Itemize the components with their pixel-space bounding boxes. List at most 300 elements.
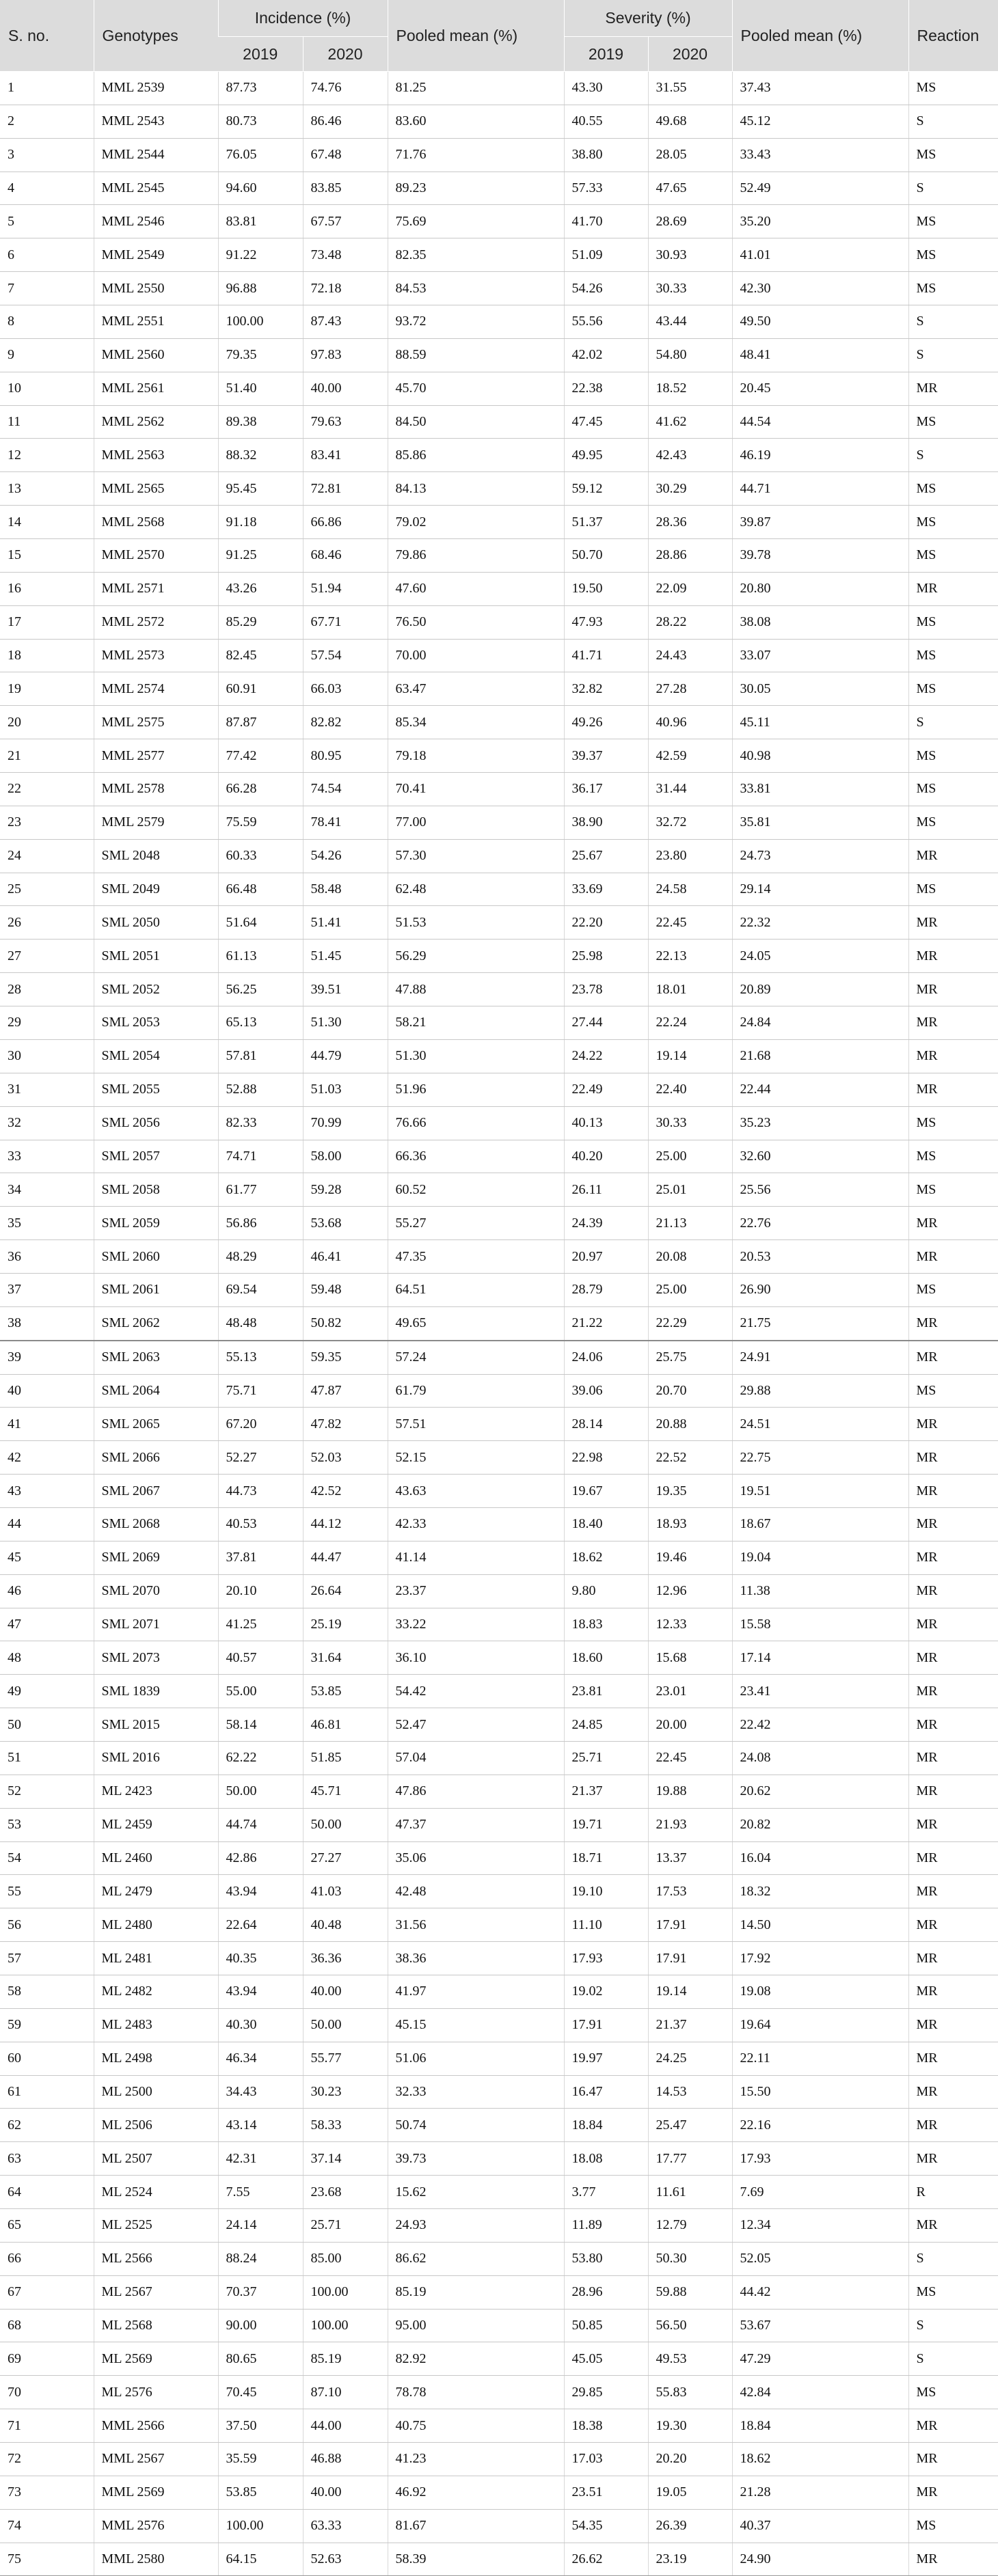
table-row	[0, 439, 998, 472]
cell-severity-2020: 30.93	[648, 238, 732, 272]
cell-incidence-pooled: 36.10	[388, 1641, 564, 1675]
cell-severity-2020: 12.33	[648, 1608, 732, 1641]
header-severity-2019: 2019	[564, 37, 648, 72]
cell-incidence-2019: 61.13	[218, 940, 303, 973]
cell-severity-2019: 22.38	[564, 372, 648, 405]
cell-incidence-pooled: 51.30	[388, 1039, 564, 1073]
cell-sno: 33	[0, 1140, 94, 1173]
table-row	[0, 940, 998, 973]
cell-sno: 62	[0, 2109, 94, 2142]
cell-incidence-2019: 88.24	[218, 2242, 303, 2275]
cell-genotype: MML 2546	[94, 205, 218, 238]
cell-severity-2020: 43.44	[648, 305, 732, 339]
cell-severity-2020: 30.33	[648, 1106, 732, 1140]
cell-severity-2019: 18.38	[564, 2409, 648, 2443]
cell-incidence-2020: 44.47	[303, 1541, 388, 1574]
cell-severity-pooled: 39.78	[732, 539, 908, 573]
cell-severity-pooled: 22.11	[732, 2042, 908, 2075]
table-row	[0, 1574, 998, 1608]
cell-incidence-2019: 43.94	[218, 1975, 303, 2008]
cell-genotype: MML 2576	[94, 2509, 218, 2543]
cell-incidence-2019: 42.31	[218, 2142, 303, 2176]
cell-incidence-2019: 40.53	[218, 1507, 303, 1541]
table-row	[0, 1507, 998, 1541]
cell-sno: 41	[0, 1408, 94, 1441]
cell-incidence-2020: 44.79	[303, 1039, 388, 1073]
cell-reaction: MR	[908, 2008, 998, 2042]
cell-severity-2019: 21.22	[564, 1306, 648, 1340]
cell-reaction: MR	[908, 1875, 998, 1908]
cell-genotype: ML 2568	[94, 2309, 218, 2342]
cell-reaction: MR	[908, 1073, 998, 1106]
cell-severity-2019: 38.90	[564, 806, 648, 839]
cell-incidence-2020: 51.45	[303, 940, 388, 973]
cell-sno: 69	[0, 2342, 94, 2376]
cell-reaction: MS	[908, 1374, 998, 1408]
cell-genotype: MML 2579	[94, 806, 218, 839]
cell-severity-pooled: 21.28	[732, 2476, 908, 2509]
cell-severity-2019: 11.10	[564, 1908, 648, 1942]
cell-incidence-2019: 46.34	[218, 2042, 303, 2075]
cell-incidence-2019: 82.33	[218, 1106, 303, 1140]
cell-sno: 8	[0, 305, 94, 339]
cell-genotype: MML 2563	[94, 439, 218, 472]
cell-incidence-pooled: 76.66	[388, 1106, 564, 1140]
cell-severity-2019: 54.26	[564, 272, 648, 305]
cell-severity-2019: 36.17	[564, 773, 648, 806]
cell-incidence-pooled: 79.86	[388, 539, 564, 573]
cell-severity-2019: 55.56	[564, 305, 648, 339]
cell-severity-pooled: 17.93	[732, 2142, 908, 2176]
cell-incidence-2020: 36.36	[303, 1942, 388, 1975]
cell-severity-2019: 25.67	[564, 839, 648, 873]
cell-severity-pooled: 19.64	[732, 2008, 908, 2042]
cell-incidence-pooled: 52.47	[388, 1708, 564, 1742]
table-row	[0, 2509, 998, 2543]
cell-severity-2020: 19.88	[648, 1775, 732, 1808]
cell-incidence-2019: 88.32	[218, 439, 303, 472]
cell-severity-2019: 28.79	[564, 1273, 648, 1306]
cell-genotype: ML 2480	[94, 1908, 218, 1942]
table-row	[0, 1374, 998, 1408]
cell-incidence-pooled: 89.23	[388, 172, 564, 205]
cell-incidence-2019: 56.86	[218, 1207, 303, 1240]
cell-incidence-2020: 83.41	[303, 439, 388, 472]
cell-genotype: ML 2566	[94, 2242, 218, 2275]
table-row	[0, 1408, 998, 1441]
cell-incidence-pooled: 42.33	[388, 1507, 564, 1541]
cell-severity-2020: 49.68	[648, 105, 732, 138]
cell-incidence-pooled: 85.86	[388, 439, 564, 472]
cell-sno: 40	[0, 1374, 94, 1408]
cell-severity-2020: 21.13	[648, 1207, 732, 1240]
cell-incidence-2020: 80.95	[303, 739, 388, 773]
cell-severity-2020: 32.72	[648, 806, 732, 839]
cell-reaction: MR	[908, 1608, 998, 1641]
cell-reaction: S	[908, 172, 998, 205]
header-incidence-2019: 2019	[218, 37, 303, 72]
cell-sno: 54	[0, 1841, 94, 1875]
cell-incidence-2020: 97.83	[303, 338, 388, 372]
cell-severity-2020: 30.29	[648, 472, 732, 506]
cell-reaction: S	[908, 2342, 998, 2376]
cell-genotype: SML 2048	[94, 839, 218, 873]
cell-incidence-2019: 77.42	[218, 739, 303, 773]
cell-sno: 48	[0, 1641, 94, 1675]
table-row	[0, 172, 998, 205]
cell-genotype: SML 2063	[94, 1341, 218, 1374]
cell-incidence-2019: 43.14	[218, 2109, 303, 2142]
cell-genotype: MML 2569	[94, 2476, 218, 2509]
cell-sno: 11	[0, 405, 94, 439]
cell-incidence-2020: 51.94	[303, 572, 388, 605]
cell-reaction: MR	[908, 1006, 998, 1040]
table-row	[0, 906, 998, 940]
cell-incidence-2019: 80.65	[218, 2342, 303, 2376]
cell-genotype: SML 1839	[94, 1675, 218, 1708]
cell-severity-2020: 24.58	[648, 873, 732, 906]
cell-genotype: SML 2062	[94, 1306, 218, 1340]
cell-incidence-2019: 52.88	[218, 1073, 303, 1106]
cell-genotype: MML 2573	[94, 639, 218, 672]
cell-incidence-2019: 96.88	[218, 272, 303, 305]
table-row	[0, 2209, 998, 2243]
cell-reaction: MR	[908, 2109, 998, 2142]
cell-incidence-2019: 75.59	[218, 806, 303, 839]
cell-reaction: MR	[908, 1441, 998, 1475]
cell-reaction: MS	[908, 2376, 998, 2409]
table-row	[0, 973, 998, 1006]
cell-severity-pooled: 35.81	[732, 806, 908, 839]
cell-severity-pooled: 16.04	[732, 1841, 908, 1875]
cell-severity-pooled: 24.05	[732, 940, 908, 973]
cell-severity-2019: 19.67	[564, 1475, 648, 1508]
cell-genotype: ML 2483	[94, 2008, 218, 2042]
cell-severity-2020: 22.45	[648, 906, 732, 940]
cell-severity-pooled: 22.76	[732, 1207, 908, 1240]
cell-incidence-2020: 46.81	[303, 1708, 388, 1742]
cell-incidence-2020: 31.64	[303, 1641, 388, 1675]
cell-genotype: MML 2549	[94, 238, 218, 272]
cell-sno: 39	[0, 1341, 94, 1374]
cell-incidence-2020: 85.19	[303, 2342, 388, 2376]
cell-severity-pooled: 45.12	[732, 105, 908, 138]
cell-reaction: MR	[908, 1808, 998, 1841]
cell-sno: 28	[0, 973, 94, 1006]
cell-incidence-pooled: 79.02	[388, 506, 564, 539]
cell-severity-pooled: 21.75	[732, 1306, 908, 1340]
cell-incidence-2019: 75.71	[218, 1374, 303, 1408]
cell-incidence-2020: 72.18	[303, 272, 388, 305]
cell-incidence-2019: 64.15	[218, 2543, 303, 2576]
cell-reaction: MR	[908, 940, 998, 973]
cell-incidence-pooled: 82.92	[388, 2342, 564, 2376]
table-row	[0, 706, 998, 739]
header-sno: S. no.	[0, 0, 94, 72]
cell-reaction: MR	[908, 1775, 998, 1808]
table-row	[0, 1841, 998, 1875]
cell-sno: 70	[0, 2376, 94, 2409]
cell-sno: 75	[0, 2543, 94, 2576]
table-row	[0, 2109, 998, 2142]
cell-incidence-2019: 91.22	[218, 238, 303, 272]
cell-severity-2020: 42.43	[648, 439, 732, 472]
cell-incidence-2019: 62.22	[218, 1741, 303, 1775]
cell-reaction: S	[908, 2309, 998, 2342]
cell-severity-2019: 17.03	[564, 2443, 648, 2476]
table-row	[0, 1908, 998, 1942]
cell-severity-pooled: 20.82	[732, 1808, 908, 1841]
table-row	[0, 1273, 998, 1306]
table-row	[0, 1106, 998, 1140]
table-row	[0, 1240, 998, 1274]
cell-severity-2020: 19.05	[648, 2476, 732, 2509]
cell-severity-pooled: 18.67	[732, 1507, 908, 1541]
cell-genotype: SML 2055	[94, 1073, 218, 1106]
cell-severity-pooled: 47.29	[732, 2342, 908, 2376]
cell-reaction: MR	[908, 1841, 998, 1875]
cell-severity-2020: 18.01	[648, 973, 732, 1006]
cell-reaction: MS	[908, 639, 998, 672]
cell-incidence-2019: 82.45	[218, 639, 303, 672]
cell-severity-pooled: 30.05	[732, 672, 908, 706]
cell-severity-2020: 24.25	[648, 2042, 732, 2075]
cell-incidence-2019: 100.00	[218, 2509, 303, 2543]
cell-incidence-2019: 55.00	[218, 1675, 303, 1708]
cell-reaction: MS	[908, 405, 998, 439]
table-row	[0, 405, 998, 439]
cell-incidence-2020: 39.51	[303, 973, 388, 1006]
cell-incidence-2019: 79.35	[218, 338, 303, 372]
cell-incidence-pooled: 47.37	[388, 1808, 564, 1841]
cell-incidence-2020: 67.71	[303, 605, 388, 639]
cell-genotype: ML 2576	[94, 2376, 218, 2409]
cell-genotype: MML 2577	[94, 739, 218, 773]
cell-severity-pooled: 39.87	[732, 506, 908, 539]
cell-incidence-2020: 51.03	[303, 1073, 388, 1106]
cell-reaction: MR	[908, 1708, 998, 1742]
cell-incidence-pooled: 62.48	[388, 873, 564, 906]
cell-genotype: MML 2566	[94, 2409, 218, 2443]
cell-severity-2020: 20.88	[648, 1408, 732, 1441]
cell-genotype: MML 2572	[94, 605, 218, 639]
cell-incidence-pooled: 70.00	[388, 639, 564, 672]
table-row	[0, 372, 998, 405]
table-row	[0, 1975, 998, 2008]
cell-reaction: MR	[908, 2075, 998, 2109]
cell-incidence-2020: 63.33	[303, 2509, 388, 2543]
cell-sno: 29	[0, 1006, 94, 1040]
cell-incidence-2020: 37.14	[303, 2142, 388, 2176]
cell-incidence-2020: 53.68	[303, 1207, 388, 1240]
cell-incidence-pooled: 49.65	[388, 1306, 564, 1340]
cell-genotype: SML 2051	[94, 940, 218, 973]
cell-incidence-2020: 74.76	[303, 72, 388, 105]
cell-reaction: MR	[908, 2443, 998, 2476]
table-row	[0, 2176, 998, 2209]
cell-severity-2019: 18.40	[564, 1507, 648, 1541]
cell-severity-2020: 41.62	[648, 405, 732, 439]
cell-severity-2020: 23.80	[648, 839, 732, 873]
cell-genotype: ML 2482	[94, 1975, 218, 2008]
cell-severity-2019: 42.02	[564, 338, 648, 372]
cell-sno: 60	[0, 2042, 94, 2075]
cell-incidence-2020: 100.00	[303, 2275, 388, 2309]
cell-reaction: MR	[908, 2476, 998, 2509]
cell-severity-2019: 21.37	[564, 1775, 648, 1808]
table-row	[0, 1741, 998, 1775]
cell-genotype: ML 2498	[94, 2042, 218, 2075]
cell-reaction: MS	[908, 72, 998, 105]
cell-severity-2020: 19.30	[648, 2409, 732, 2443]
cell-reaction: MR	[908, 1039, 998, 1073]
cell-severity-2020: 28.86	[648, 539, 732, 573]
cell-sno: 50	[0, 1708, 94, 1742]
cell-incidence-2019: 52.27	[218, 1441, 303, 1475]
cell-genotype: MML 2571	[94, 572, 218, 605]
cell-incidence-2020: 42.52	[303, 1475, 388, 1508]
cell-incidence-2020: 51.41	[303, 906, 388, 940]
cell-reaction: MR	[908, 572, 998, 605]
table-row	[0, 1541, 998, 1574]
cell-genotype: SML 2069	[94, 1541, 218, 1574]
cell-incidence-pooled: 45.70	[388, 372, 564, 405]
cell-reaction: MR	[908, 2142, 998, 2176]
cell-reaction: MR	[908, 2209, 998, 2243]
cell-severity-2019: 49.26	[564, 706, 648, 739]
cell-incidence-pooled: 84.13	[388, 472, 564, 506]
cell-incidence-pooled: 66.36	[388, 1140, 564, 1173]
table-row	[0, 672, 998, 706]
cell-genotype: ML 2481	[94, 1942, 218, 1975]
cell-sno: 6	[0, 238, 94, 272]
cell-severity-pooled: 20.53	[732, 1240, 908, 1274]
cell-severity-2019: 50.70	[564, 539, 648, 573]
cell-reaction: MR	[908, 2042, 998, 2075]
table-row	[0, 839, 998, 873]
cell-incidence-2019: 51.64	[218, 906, 303, 940]
cell-sno: 20	[0, 706, 94, 739]
table-row	[0, 2008, 998, 2042]
cell-severity-pooled: 35.23	[732, 1106, 908, 1140]
cell-incidence-pooled: 47.35	[388, 1240, 564, 1274]
cell-sno: 9	[0, 338, 94, 372]
table-row	[0, 2376, 998, 2409]
cell-severity-2020: 25.00	[648, 1273, 732, 1306]
cell-reaction: MR	[908, 2409, 998, 2443]
cell-incidence-2019: 74.71	[218, 1140, 303, 1173]
cell-genotype: SML 2015	[94, 1708, 218, 1742]
cell-genotype: SML 2059	[94, 1207, 218, 1240]
cell-incidence-2020: 73.48	[303, 238, 388, 272]
cell-incidence-2019: 34.43	[218, 2075, 303, 2109]
cell-incidence-2019: 24.14	[218, 2209, 303, 2243]
cell-incidence-2020: 87.10	[303, 2376, 388, 2409]
cell-severity-pooled: 7.69	[732, 2176, 908, 2209]
cell-incidence-2020: 50.00	[303, 2008, 388, 2042]
cell-severity-pooled: 24.51	[732, 1408, 908, 1441]
cell-severity-2020: 59.88	[648, 2275, 732, 2309]
cell-genotype: ML 2479	[94, 1875, 218, 1908]
cell-reaction: MS	[908, 238, 998, 272]
cell-incidence-2020: 59.35	[303, 1341, 388, 1374]
cell-incidence-pooled: 24.93	[388, 2209, 564, 2243]
cell-incidence-pooled: 71.76	[388, 138, 564, 172]
cell-incidence-2020: 40.48	[303, 1908, 388, 1942]
cell-severity-2020: 25.01	[648, 1173, 732, 1207]
cell-severity-pooled: 24.08	[732, 1741, 908, 1775]
cell-severity-2020: 23.01	[648, 1675, 732, 1708]
cell-incidence-2020: 50.82	[303, 1306, 388, 1340]
cell-incidence-pooled: 38.36	[388, 1942, 564, 1975]
cell-severity-pooled: 17.92	[732, 1942, 908, 1975]
cell-incidence-pooled: 57.24	[388, 1341, 564, 1374]
cell-reaction: MS	[908, 205, 998, 238]
table-row	[0, 2342, 998, 2376]
cell-genotype: MML 2550	[94, 272, 218, 305]
cell-severity-pooled: 24.91	[732, 1341, 908, 1374]
table-row	[0, 2543, 998, 2576]
cell-genotype: MML 2575	[94, 706, 218, 739]
cell-genotype: SML 2067	[94, 1475, 218, 1508]
cell-genotype: SML 2061	[94, 1273, 218, 1306]
table-row	[0, 2409, 998, 2443]
cell-sno: 3	[0, 138, 94, 172]
cell-severity-pooled: 20.80	[732, 572, 908, 605]
cell-severity-2019: 43.30	[564, 72, 648, 105]
cell-severity-pooled: 17.14	[732, 1641, 908, 1675]
cell-severity-2019: 19.50	[564, 572, 648, 605]
cell-incidence-2020: 55.77	[303, 2042, 388, 2075]
cell-incidence-pooled: 58.21	[388, 1006, 564, 1040]
cell-sno: 58	[0, 1975, 94, 2008]
table-row	[0, 1006, 998, 1040]
cell-sno: 67	[0, 2275, 94, 2309]
cell-reaction: MR	[908, 839, 998, 873]
cell-severity-2019: 53.80	[564, 2242, 648, 2275]
cell-severity-pooled: 11.38	[732, 1574, 908, 1608]
cell-incidence-2020: 57.54	[303, 639, 388, 672]
cell-severity-2019: 45.05	[564, 2342, 648, 2376]
cell-incidence-2019: 37.50	[218, 2409, 303, 2443]
cell-reaction: MS	[908, 2509, 998, 2543]
cell-severity-pooled: 15.50	[732, 2075, 908, 2109]
cell-severity-2020: 54.80	[648, 338, 732, 372]
table-row	[0, 1775, 998, 1808]
cell-sno: 74	[0, 2509, 94, 2543]
cell-genotype: SML 2066	[94, 1441, 218, 1475]
cell-genotype: MML 2567	[94, 2443, 218, 2476]
cell-genotype: MML 2568	[94, 506, 218, 539]
cell-incidence-pooled: 85.19	[388, 2275, 564, 2309]
cell-incidence-pooled: 83.60	[388, 105, 564, 138]
cell-sno: 43	[0, 1475, 94, 1508]
cell-sno: 13	[0, 472, 94, 506]
cell-incidence-2019: 90.00	[218, 2309, 303, 2342]
cell-genotype: SML 2065	[94, 1408, 218, 1441]
cell-incidence-2019: 80.73	[218, 105, 303, 138]
cell-incidence-pooled: 15.62	[388, 2176, 564, 2209]
cell-incidence-pooled: 57.04	[388, 1741, 564, 1775]
cell-severity-pooled: 22.75	[732, 1441, 908, 1475]
cell-severity-2020: 22.45	[648, 1741, 732, 1775]
table-row	[0, 506, 998, 539]
header-reaction: Reaction	[908, 0, 998, 72]
cell-incidence-2019: 83.81	[218, 205, 303, 238]
cell-incidence-2020: 74.54	[303, 773, 388, 806]
cell-genotype: ML 2500	[94, 2075, 218, 2109]
cell-sno: 51	[0, 1741, 94, 1775]
